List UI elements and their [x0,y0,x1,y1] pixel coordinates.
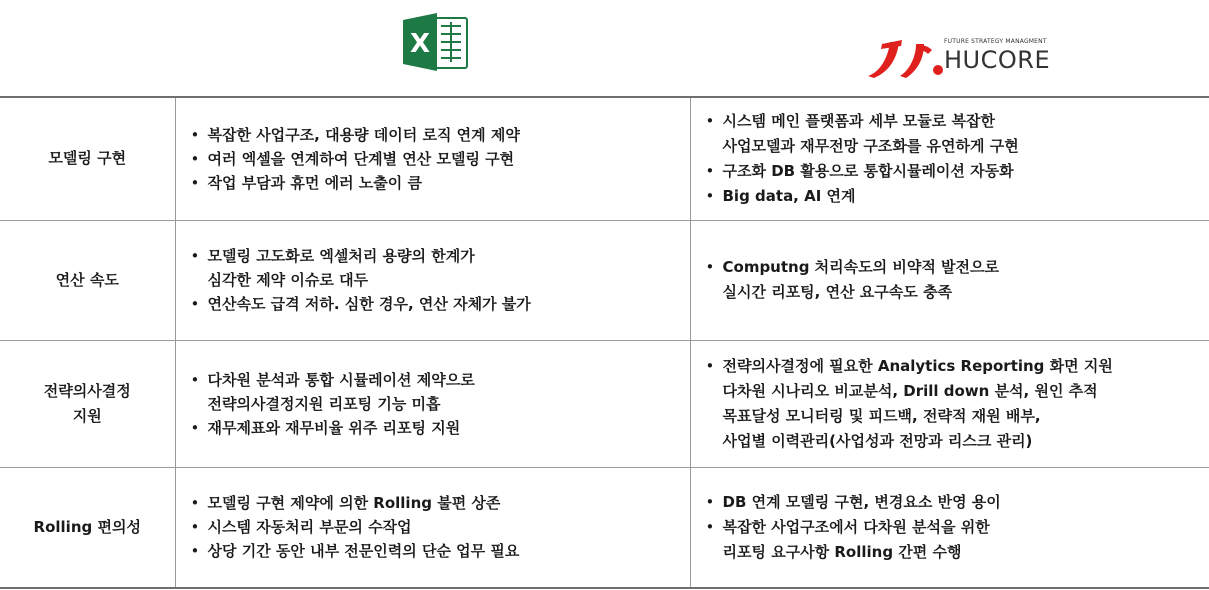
list-item: • Big data, AI 연계 [706,184,1209,209]
list-item: • 연산속도 급격 저하. 심한 경우, 연산 자체가 불가 [191,292,690,316]
hucore-tagline: FUTURE STRATEGY MANAGMENT [944,38,1047,45]
bullet-list [691,490,1209,565]
bullet-list [176,123,690,195]
table-row [0,467,1209,588]
list-item: • 복잡한 사업구조, 대용량 데이터 로직 연계 제약 [191,123,690,147]
bullet-list [176,244,690,316]
list-item: 목표달성 모니터링 및 피드백, 전략적 재원 배부, [722,406,1041,425]
hucore-cell [690,340,1209,467]
list-item: • 구조화 DB 활용으로 통합시뮬레이션 자동화 [706,159,1209,184]
list-item: • 전략의사결정에 필요한 Analytics Reporting 화면 지원 [706,354,1209,379]
row-category-line: Rolling 편의성 [33,517,141,536]
bullet-list [176,368,690,440]
hucore-cell [690,467,1209,588]
table-row [0,97,1209,220]
row-category-label [0,220,175,340]
row-category-label [0,467,175,588]
bullet-list [691,255,1209,305]
row-category-line: 연산 속도 [55,270,119,289]
hucore-cell [690,220,1209,340]
list-item: 실시간 리포팅, 연산 요구속도 충족 [722,283,952,301]
bullet-list [691,354,1209,454]
list-item: 다차원 시나리오 비교분석, Drill down 분석, 원인 추적 [722,381,1098,400]
excel-cell [175,467,690,588]
list-item: • 작업 부담과 휴먼 에러 노출이 큼 [191,171,690,195]
list-item: • 시스템 자동처리 부문의 수작업 [191,515,690,539]
row-category-line: 지원 [72,406,102,425]
list-item: 사업별 이력관리(사업성과 전망과 리스크 관리) [722,431,1033,450]
list-item: 사업모델과 재무전망 구조화를 유연하게 구현 [722,136,1019,155]
list-item: • 다차원 분석과 통합 시뮬레이션 제약으로 [191,368,690,392]
list-item: • DB 연계 모델링 구현, 변경요소 반영 용이 [706,490,1209,515]
hucore-cell [690,97,1209,220]
list-item: 전략의사결정지원 리포팅 기능 미흡 [207,394,441,413]
row-category-label [0,97,175,220]
list-item: • 여러 엑셀을 연계하여 단계별 연산 모델링 구현 [191,147,690,171]
excel-logo-icon [401,12,471,72]
list-item: • 상당 기간 동안 내부 전문인력의 단순 업무 필요 [191,539,690,563]
list-item: • 모델링 구현 제약에 의한 Rolling 불편 상존 [191,491,690,515]
hucore-mark-icon [866,36,946,78]
row-category-line: 전략의사결정 [43,381,131,400]
hucore-wordmark: HUCORE [944,46,1051,74]
bullet-list [691,109,1209,209]
excel-cell [175,97,690,220]
excel-letter: X [409,29,431,59]
row-category-label [0,340,175,467]
hucore-logo [866,36,1071,78]
row-category-line: 모델링 구현 [48,149,127,168]
bullet-list [176,491,690,563]
list-item: • 복잡한 사업구조에서 다차원 분석을 위한 [706,515,1209,540]
list-item: • 모델링 고도화로 엑셀처리 용량의 한계가 [191,244,690,268]
table-row [0,220,1209,340]
comparison-table [0,96,1209,589]
excel-cell [175,220,690,340]
table-row [0,340,1209,467]
excel-cell [175,340,690,467]
list-item: 리포팅 요구사항 Rolling 간편 수행 [722,542,962,561]
header-logos [0,0,1209,95]
list-item: • 시스템 메인 플랫폼과 세부 모듈로 복잡한 [706,109,1209,134]
list-item: 심각한 제약 이슈로 대두 [207,271,369,289]
list-item: • Computng 처리속도의 비약적 발전으로 [706,255,1209,280]
list-item: • 재무제표와 재무비율 위주 리포팅 지원 [191,416,690,440]
